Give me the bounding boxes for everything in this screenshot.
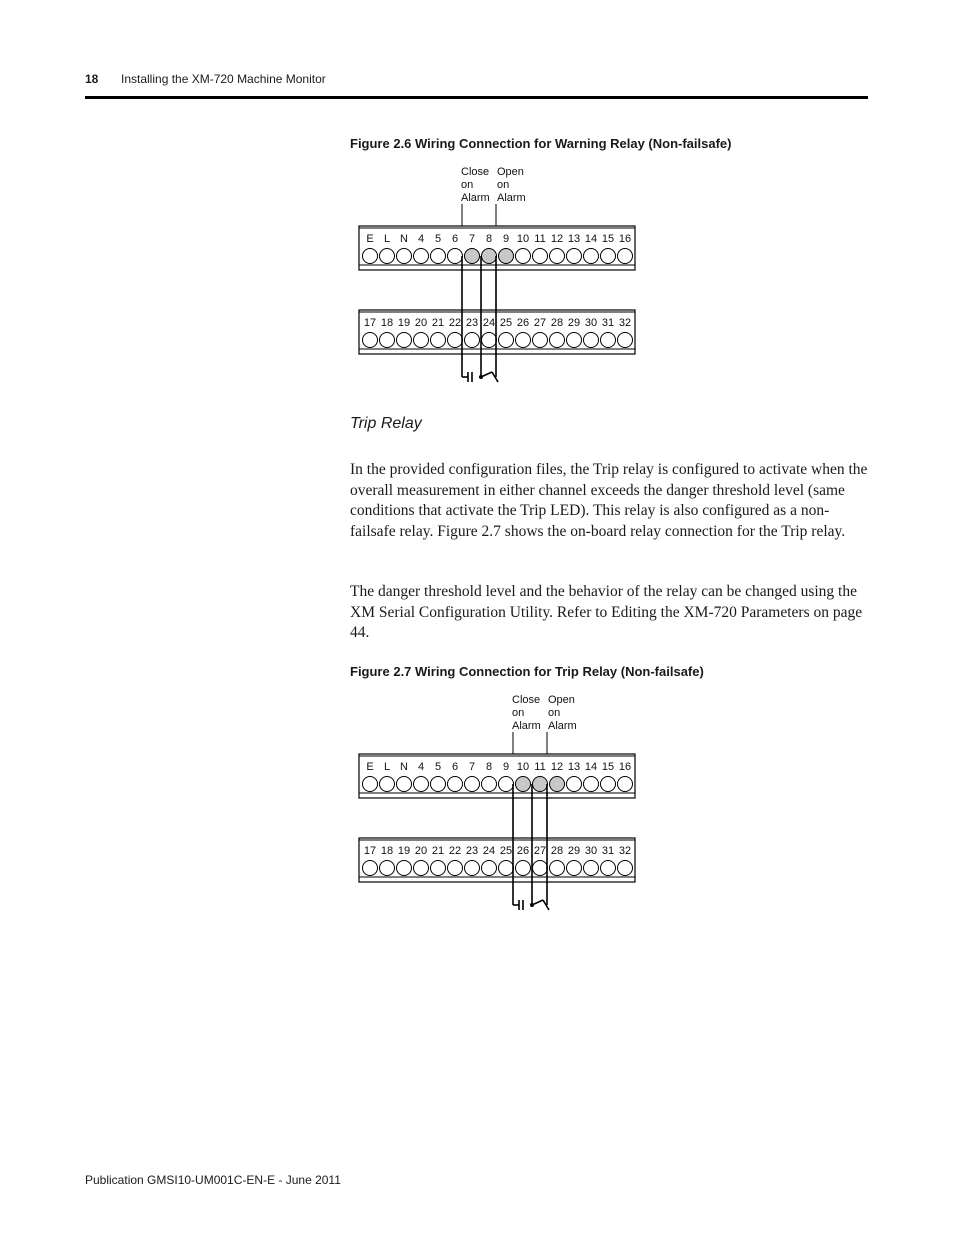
relay-contact-symbol — [543, 900, 549, 910]
terminal-number: E — [366, 761, 374, 773]
terminal-number: N — [400, 761, 408, 773]
terminal-number: 11 — [534, 233, 546, 245]
terminal-screw — [448, 333, 463, 348]
terminal-number: L — [383, 233, 391, 245]
terminal-screw — [533, 861, 548, 876]
terminal-screw — [465, 861, 480, 876]
terminal-screw — [431, 861, 446, 876]
terminal-screw — [516, 333, 531, 348]
terminal-screw — [601, 249, 616, 264]
terminal-number: 16 — [618, 761, 632, 773]
terminal-screw — [397, 861, 412, 876]
terminal-number: 27 — [533, 317, 547, 329]
terminal-number: 28 — [550, 317, 564, 329]
open-on-alarm-label: Alarm — [548, 720, 577, 732]
terminal-screw — [363, 861, 378, 876]
terminal-screw — [414, 861, 429, 876]
paragraph-1: In the provided configuration files, the Trip relay is configured to activate when the overall measurement in either channel exceeds the danger threshold level (same conditions that activate the Trip LED). This relay is also configured as a non-failsafe relay. Figure 2.7 shows the on-board relay connection for the Trip relay. — [350, 461, 868, 540]
wired-terminal-screw — [533, 777, 548, 792]
terminal-number: 17 — [363, 317, 377, 329]
terminal-number: 6 — [451, 233, 459, 245]
terminal-number: 7 — [468, 761, 476, 773]
terminal-screw — [567, 333, 582, 348]
terminal-screw — [397, 333, 412, 348]
terminal-number: 7 — [468, 233, 476, 245]
wired-terminal-screw — [465, 249, 480, 264]
terminal-screw — [516, 861, 531, 876]
terminal-screw — [380, 777, 395, 792]
open-on-alarm-label: on — [497, 179, 510, 191]
terminal-screw — [618, 333, 633, 348]
terminal-screw — [448, 861, 463, 876]
terminal-screw — [618, 861, 633, 876]
terminal-screw — [533, 333, 548, 348]
terminal-number: 30 — [584, 845, 598, 857]
terminal-screw — [584, 249, 599, 264]
terminal-screw — [363, 777, 378, 792]
open-on-alarm-label: Open — [548, 694, 575, 706]
terminal-screw — [499, 777, 514, 792]
terminal-number: 12 — [550, 233, 564, 245]
terminal-number: 21 — [431, 845, 445, 857]
relay-contact-symbol — [532, 900, 543, 905]
terminal-number: 5 — [434, 233, 442, 245]
terminal-number: 10 — [516, 761, 530, 773]
terminal-screw — [533, 249, 548, 264]
terminal-number: L — [383, 761, 391, 773]
terminal-screw — [618, 777, 633, 792]
terminal-screw — [516, 249, 531, 264]
terminal-number: 4 — [417, 761, 425, 773]
terminal-screw — [414, 333, 429, 348]
close-on-alarm-label: on — [512, 707, 525, 719]
terminal-number: 15 — [601, 233, 615, 245]
terminal-screw — [499, 333, 514, 348]
terminal-screw — [380, 861, 395, 876]
terminal-number: 24 — [482, 317, 496, 329]
wired-terminal-screw — [482, 249, 497, 264]
terminal-screw — [431, 249, 446, 264]
figure-2-7-caption: Figure 2.7 Wiring Connection for Trip Relay (Non-failsafe) — [350, 664, 704, 679]
terminal-number: 9 — [502, 233, 510, 245]
terminal-number: 18 — [380, 317, 394, 329]
terminal-screw — [397, 777, 412, 792]
terminal-screw — [567, 861, 582, 876]
terminal-screw — [380, 333, 395, 348]
terminal-number: 22 — [448, 845, 462, 857]
relay-contact-symbol — [481, 372, 492, 377]
terminal-number: 25 — [499, 317, 513, 329]
terminal-number: 13 — [567, 761, 581, 773]
terminal-number: 8 — [485, 233, 493, 245]
close-on-alarm-label: Close — [461, 166, 490, 178]
terminal-screw — [584, 777, 599, 792]
terminal-screw — [465, 333, 480, 348]
terminal-number: 8 — [485, 761, 493, 773]
terminal-screw — [414, 249, 429, 264]
terminal-number: 20 — [414, 845, 428, 857]
terminal-number: 31 — [601, 317, 615, 329]
close-on-alarm-label: Alarm — [461, 192, 490, 204]
wired-terminal-screw — [550, 777, 565, 792]
terminal-screw — [397, 249, 412, 264]
terminal-screw — [584, 861, 599, 876]
terminal-screw — [499, 861, 514, 876]
terminal-screw — [550, 861, 565, 876]
terminal-screw — [363, 249, 378, 264]
terminal-number: 19 — [397, 845, 411, 857]
terminal-number: 29 — [567, 317, 581, 329]
terminal-number: 23 — [465, 317, 479, 329]
terminal-number: 11 — [534, 761, 546, 773]
terminal-number: 17 — [363, 845, 377, 857]
terminal-screw — [448, 249, 463, 264]
terminal-screw — [363, 333, 378, 348]
header-rule — [85, 96, 868, 99]
terminal-number: E — [366, 233, 374, 245]
relay-contact-symbol — [492, 372, 498, 382]
terminal-number: 14 — [584, 233, 598, 245]
close-on-alarm-label: Alarm — [512, 720, 541, 732]
terminal-number: 30 — [584, 317, 598, 329]
terminal-screw — [567, 777, 582, 792]
trip-relay-wiring-diagram — [340, 690, 650, 920]
terminal-number: 31 — [601, 845, 615, 857]
terminal-screw — [601, 861, 616, 876]
close-on-alarm-label: on — [461, 179, 474, 191]
figure-2-6-caption: Figure 2.6 Wiring Connection for Warning Relay (Non-failsafe) — [350, 136, 732, 151]
section-heading: Trip Relay — [350, 415, 422, 432]
terminal-number: 15 — [601, 761, 615, 773]
terminal-number: 13 — [567, 233, 581, 245]
header-title: Installing the XM-720 Machine Monitor — [121, 72, 326, 86]
terminal-number: 23 — [465, 845, 479, 857]
terminal-screw — [601, 777, 616, 792]
terminal-screw — [567, 249, 582, 264]
wired-terminal-screw — [516, 777, 531, 792]
terminal-number: 18 — [380, 845, 394, 857]
terminal-screw — [431, 777, 446, 792]
terminal-number: 5 — [434, 761, 442, 773]
terminal-screw — [380, 249, 395, 264]
terminal-screw — [431, 333, 446, 348]
terminal-number: 12 — [550, 761, 564, 773]
terminal-number: 32 — [618, 317, 632, 329]
page-header — [85, 72, 326, 86]
terminal-screw — [482, 333, 497, 348]
terminal-number: 19 — [397, 317, 411, 329]
terminal-number: 26 — [516, 845, 530, 857]
terminal-screw — [550, 333, 565, 348]
wired-terminal-screw — [499, 249, 514, 264]
terminal-number: 9 — [502, 761, 510, 773]
terminal-screw — [601, 333, 616, 348]
page-number: 18 — [85, 72, 99, 86]
terminal-screw — [618, 249, 633, 264]
terminal-number: 25 — [499, 845, 513, 857]
terminal-screw — [414, 777, 429, 792]
terminal-screw — [482, 777, 497, 792]
terminal-number: 14 — [584, 761, 598, 773]
terminal-screw — [550, 249, 565, 264]
terminal-number: 21 — [431, 317, 445, 329]
terminal-number: 16 — [618, 233, 632, 245]
terminal-number: 32 — [618, 845, 632, 857]
terminal-number: 6 — [451, 761, 459, 773]
terminal-number: 22 — [448, 317, 462, 329]
terminal-number: N — [400, 233, 408, 245]
terminal-number: 4 — [417, 233, 425, 245]
paragraph-2: The danger threshold level and the behavior of the relay can be changed using the XM Serial Configuration Utility. Refer to Editing the XM-720 Parameters on page 44. — [350, 583, 863, 641]
terminal-number: 10 — [516, 233, 530, 245]
terminal-number: 29 — [567, 845, 581, 857]
terminal-screw — [584, 333, 599, 348]
terminal-number: 28 — [550, 845, 564, 857]
terminal-number: 26 — [516, 317, 530, 329]
warning-relay-wiring-diagram — [340, 162, 650, 392]
terminal-number: 27 — [533, 845, 547, 857]
terminal-number: 20 — [414, 317, 428, 329]
open-on-alarm-label: on — [548, 707, 561, 719]
publication-footer: Publication GMSI10-UM001C-EN-E - June 2011 — [85, 1173, 341, 1187]
terminal-screw — [465, 777, 480, 792]
terminal-screw — [482, 861, 497, 876]
terminal-number: 24 — [482, 845, 496, 857]
close-on-alarm-label: Close — [512, 694, 541, 706]
open-on-alarm-label: Open — [497, 166, 524, 178]
terminal-screw — [448, 777, 463, 792]
open-on-alarm-label: Alarm — [497, 192, 526, 204]
